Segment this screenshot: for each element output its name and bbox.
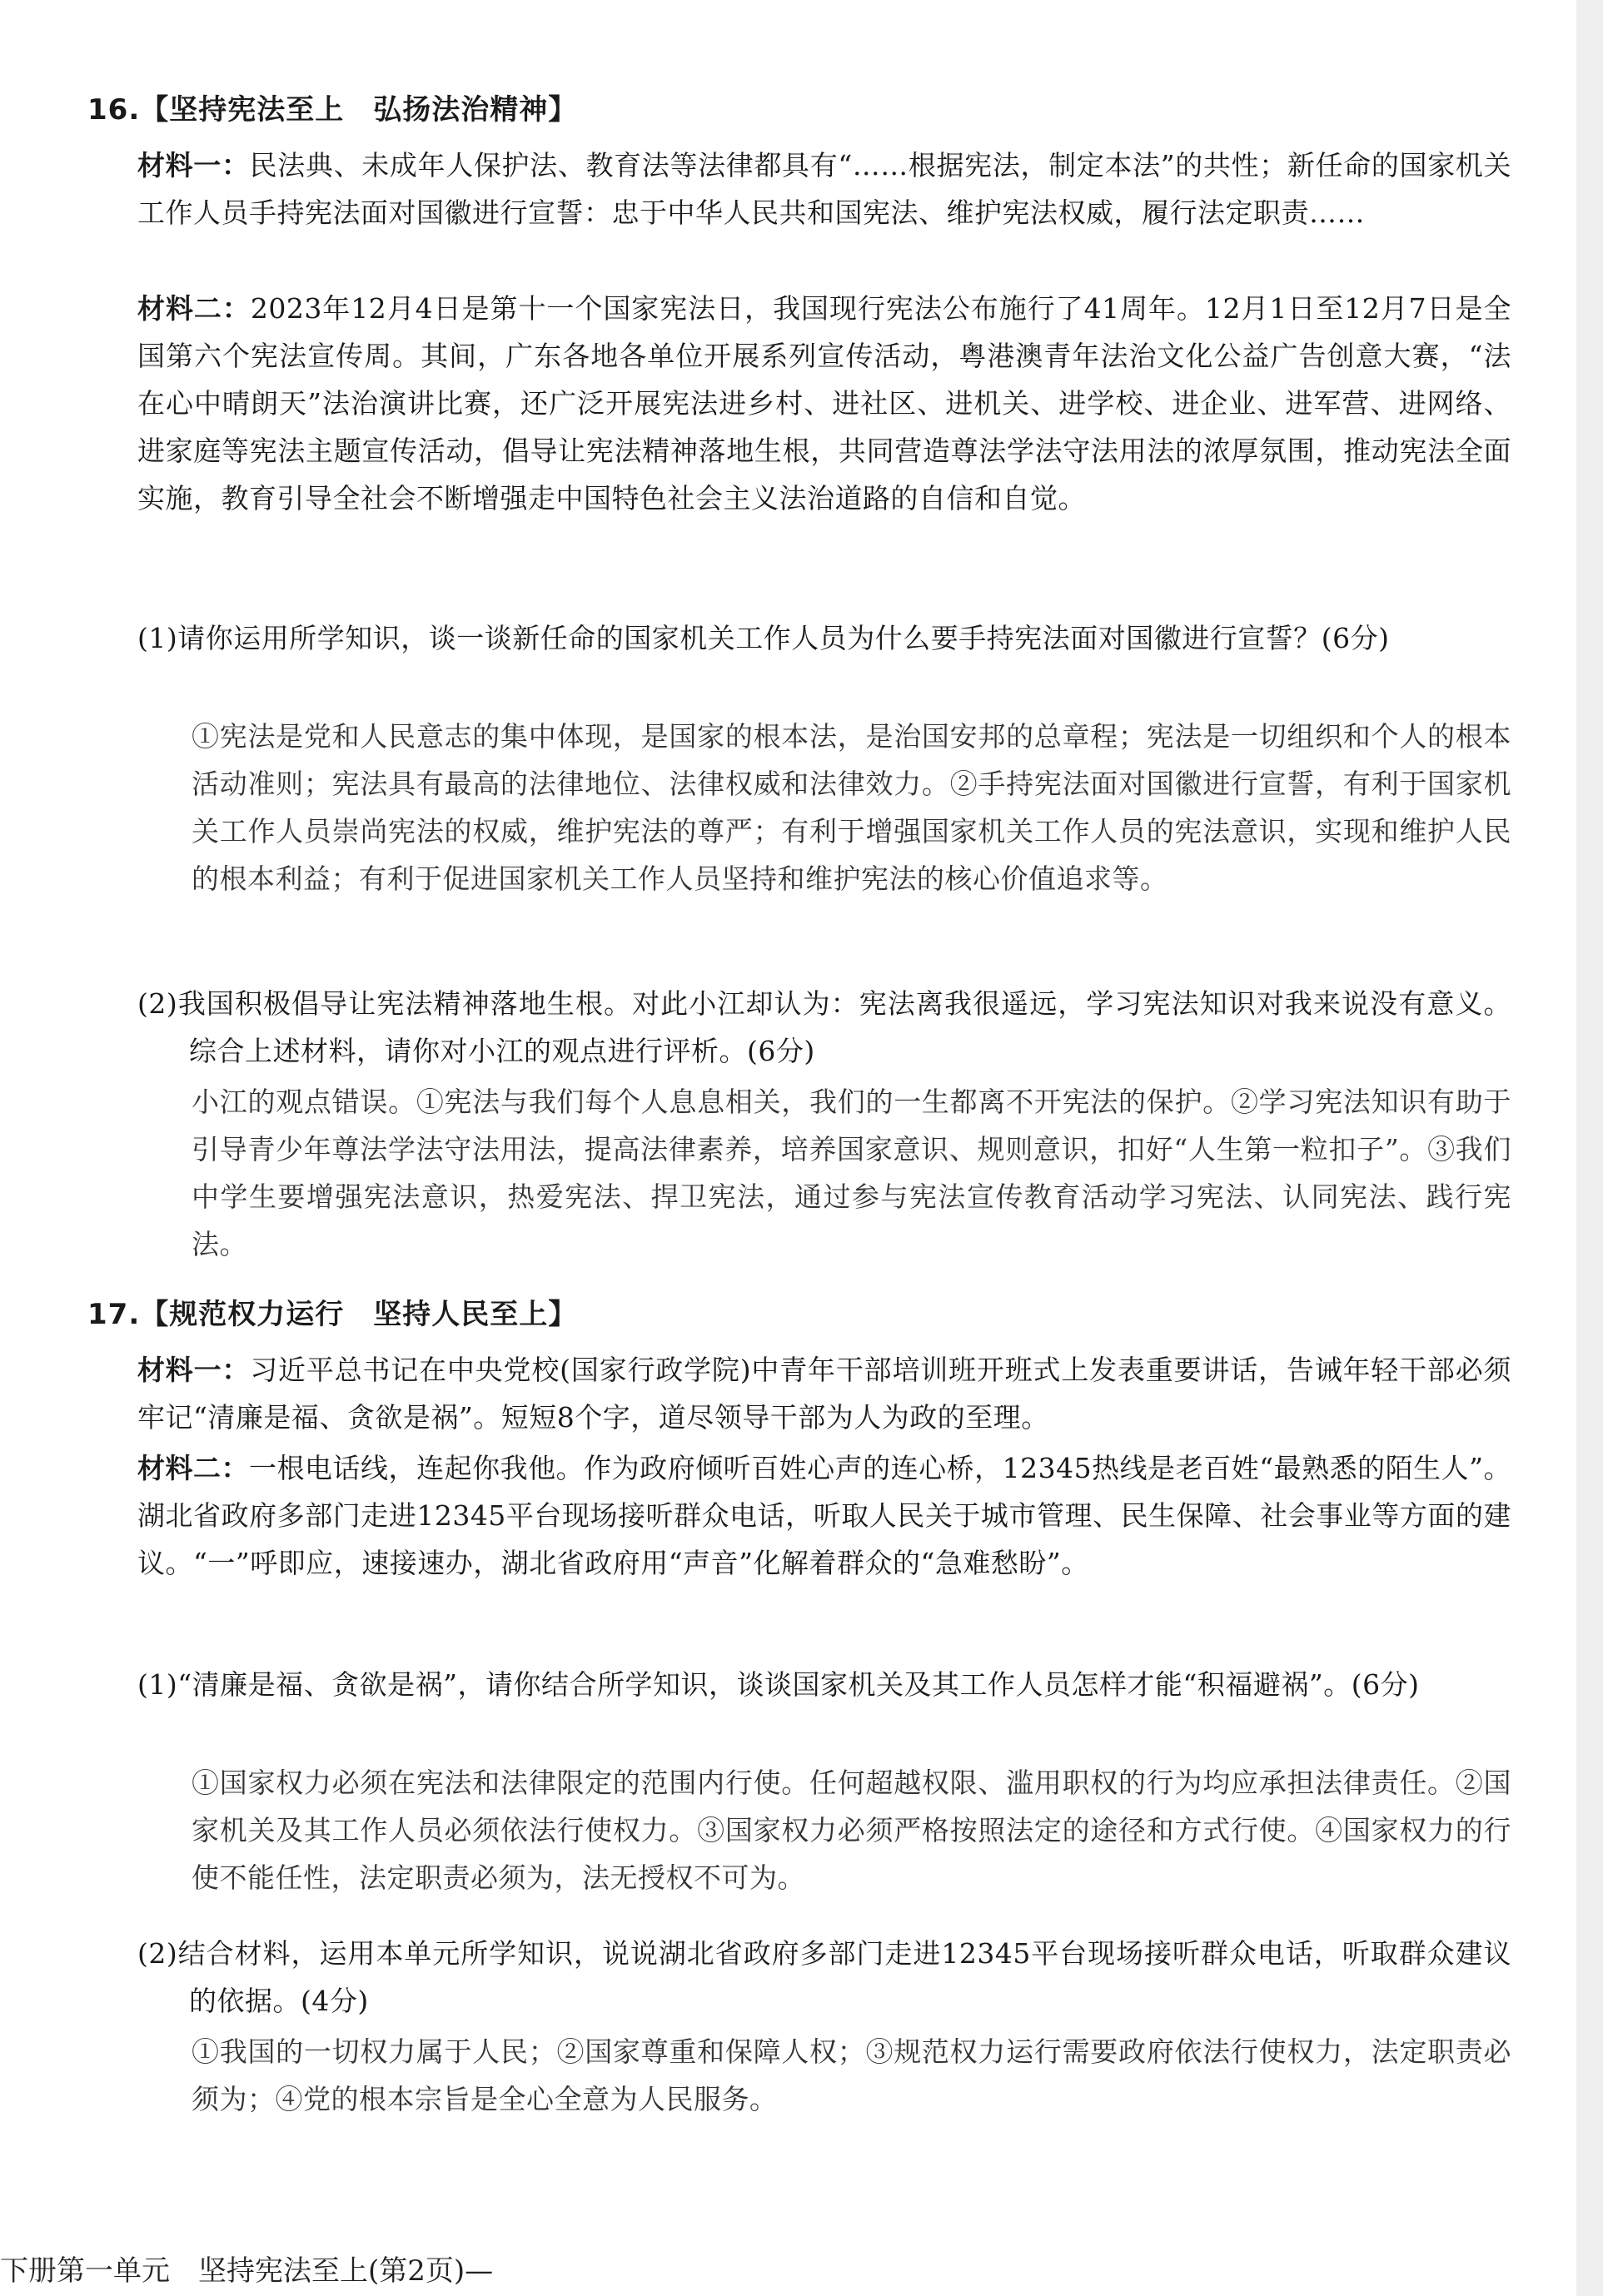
q16-subquestion-1: (1)请你运用所学知识，谈一谈新任命的国家机关工作人员为什么要手持宪法面对国徽进行宣誓？(6分) — [137, 622, 1390, 654]
q17-material-1 — [137, 1346, 1511, 1441]
q17-material-2 — [137, 1444, 1511, 1587]
q16-material-1-label: 材料一： — [137, 149, 250, 181]
q16-answer-2: 小江的观点错误。①宪法与我们每个人息息相关，我们的一生都离不开宪法的保护。②学习宪法知识有助于引导青少年尊法学法守法用法，提高法律素养，培养国家意识、规则意识，扣好“人生第一粒扣子”。③我们中学生要增强宪法意识，热爱宪法、捍卫宪法，通过参与宪法宣传教育活动学习宪法、认同宪法、践行宪法。 — [192, 1086, 1511, 1260]
q17-answer-2: ①我国的一切权力属于人民；②国家尊重和保障人权；③规范权力运行需要政府依法行使权力，法定职责必须为；④党的根本宗旨是全心全意为人民服务。 — [192, 2035, 1511, 2115]
page-edge-shadow — [1576, 0, 1603, 2296]
q17-material-2-text: 一根电话线，连起你我他。作为政府倾听百姓心声的连心桥，12345热线是老百姓“最熟悉的陌生人”。湖北省政府多部门走进12345平台现场接听群众电话，听取人民关于城市管理、民生保障、社会事业等方面的建议。“一”呼即应，速接速办，湖北省政府用“声音”化解着群众的“急难愁盼”。 — [137, 1452, 1511, 1579]
q17-material-1-label: 材料一： — [137, 1354, 251, 1386]
q16-material-2 — [137, 285, 1511, 522]
q16-answer-1: ①宪法是党和人民意志的集中体现，是国家的根本法，是治国安邦的总章程；宪法是一切组织和个人的根本活动准则；宪法具有最高的法律地位、法律权威和法律效力。②手持宪法面对国徽进行宣誓，有利于国家机关工作人员崇尚宪法的权威，维护宪法的尊严；有利于增强国家机关工作人员的宪法意识，实现和维护人民的根本利益；有利于促进国家机关工作人员坚持和维护宪法的核心价值追求等。 — [192, 720, 1511, 895]
q16-subquestion-2: (2)我国积极倡导让宪法精神落地生根。对此小江却认为：宪法离我很遥远，学习宪法知识对我来说没有意义。综合上述材料，请你对小江的观点进行评析。(6分) — [137, 987, 1511, 1067]
page-footer: 下册第一单元 坚持宪法至上(第2页)— — [0, 2254, 494, 2288]
q16-material-1 — [137, 142, 1511, 236]
q16-material-2-text: 2023年12月4日是第十一个国家宪法日，我国现行宪法公布施行了41周年。12月1日至12月7日是全国第六个宪法宣传周。其间，广东各地各单位开展系列宣传活动，粤港澳青年法治文化公益广告创意大赛，“法在心中晴朗天”法治演讲比赛，还广泛开展宪法进乡村、进社区、进机关、进学校、进企业、进军营、进网络、进家庭等宪法主题宣传活动，倡导让宪法精神落地生根，共同营造尊法学法守法用法的浓厚氛围，推动宪法全面实施，教育引导全社会不断增强走中国特色社会主义法治道路的自信和自觉。 — [137, 292, 1512, 514]
q17-answer-1: ①国家权力必须在宪法和法律限定的范围内行使。任何超越权限、滥用职权的行为均应承担法律责任。②国家机关及其工作人员必须依法行使权力。③国家权力必须严格按照法定的途径和方式行使。④国家权力的行使不能任性，法定职责必须为，法无授权不可为。 — [192, 1767, 1511, 1894]
question-16-title: 16.【坚持宪法至上 弘扬法治精神】 — [87, 93, 578, 127]
q17-material-2-label: 材料二： — [137, 1452, 250, 1484]
q17-subquestion-2: (2)结合材料，运用本单元所学知识，说说湖北省政府多部门走进12345平台现场接听群众电话，听取群众建议的依据。(4分) — [137, 1937, 1511, 2017]
q16-material-1-text: 民法典、未成年人保护法、教育法等法律都具有“……根据宪法，制定本法”的共性；新任命的国家机关工作人员手持宪法面对国徽进行宣誓：忠于中华人民共和国宪法、维护宪法权威，履行法定职责…… — [137, 149, 1511, 229]
question-17-title: 17.【规范权力运行 坚持人民至上】 — [87, 1298, 578, 1331]
q17-material-1-text: 习近平总书记在中央党校(国家行政学院)中青年干部培训班开班式上发表重要讲话，告诫年轻干部必须牢记“清廉是福、贪欲是祸”。短短8个字，道尽领导干部为人为政的至理。 — [137, 1354, 1512, 1434]
q17-subquestion-1: (1)“清廉是福、贪欲是祸”，请你结合所学知识，谈谈国家机关及其工作人员怎样才能“积福避祸”。(6分) — [137, 1668, 1420, 1701]
q16-material-2-label: 材料二： — [137, 292, 251, 325]
